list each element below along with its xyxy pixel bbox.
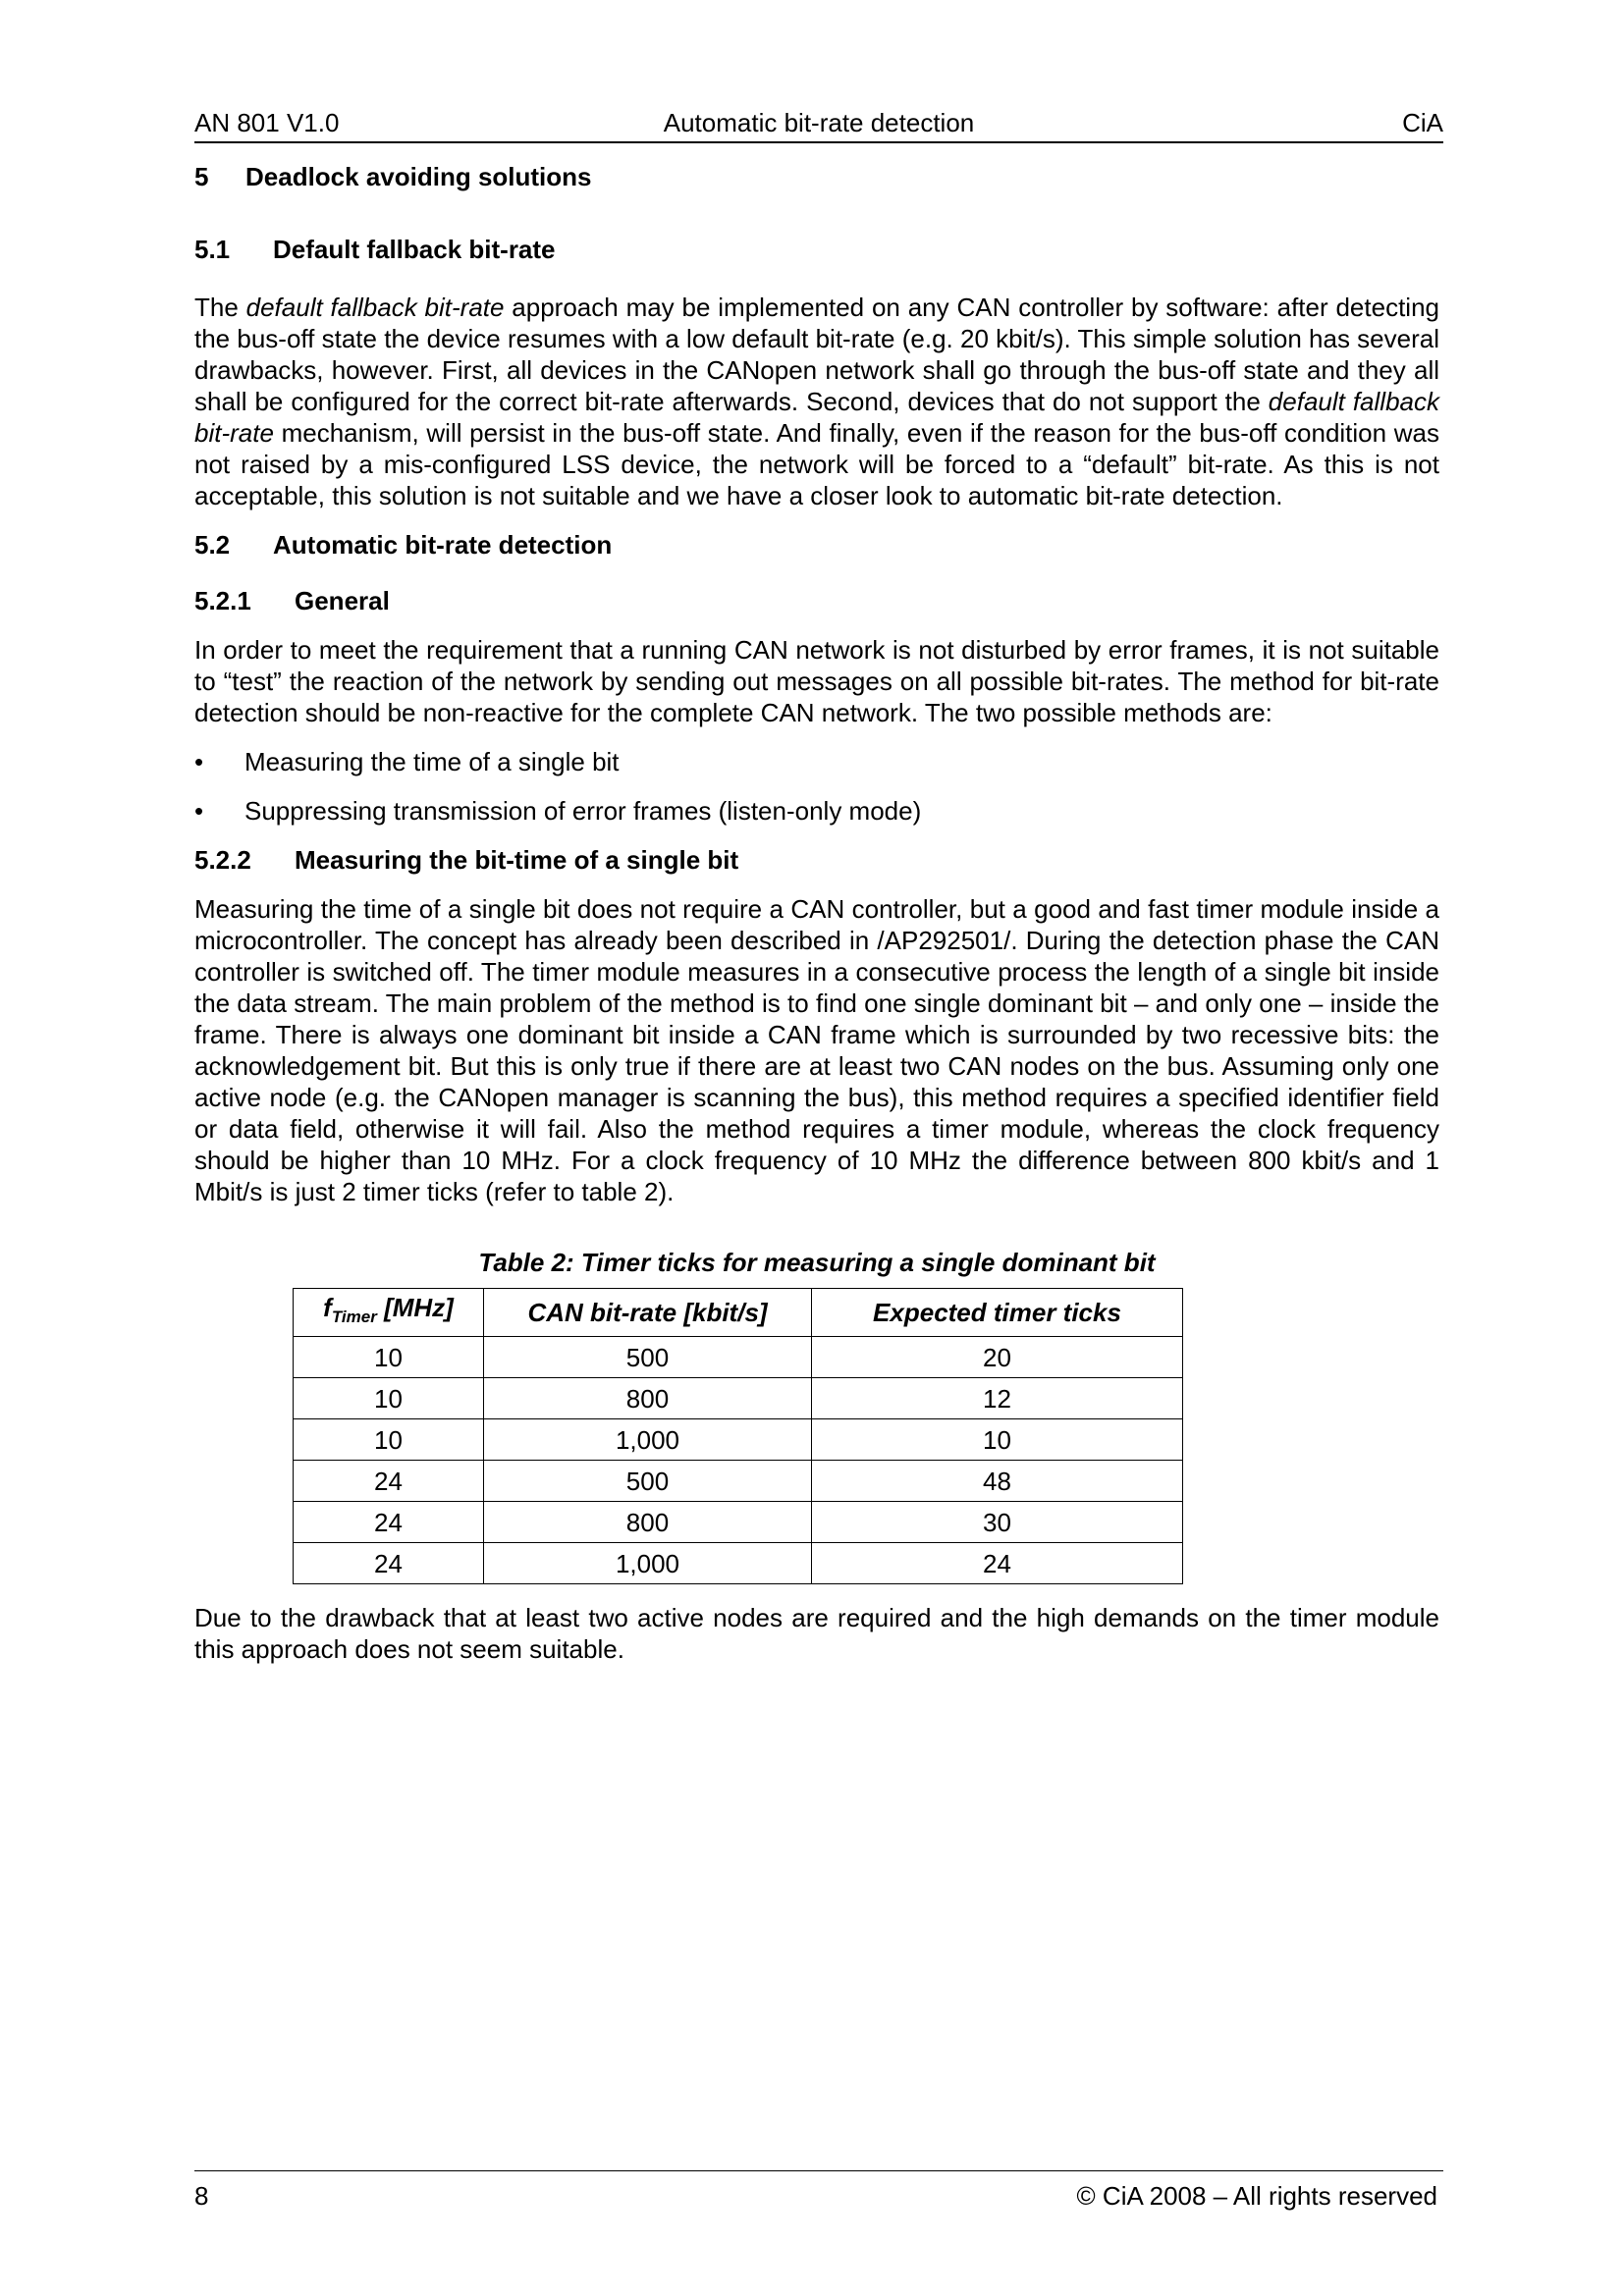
- table-cell: 24: [294, 1502, 484, 1543]
- column-header-f-timer: [294, 1289, 484, 1337]
- header-subscript: Timer: [331, 1308, 377, 1327]
- section-title: General: [295, 586, 390, 615]
- table-cell: 800: [484, 1502, 812, 1543]
- table-cell: 500: [484, 1461, 812, 1502]
- section-title: Deadlock avoiding solutions: [245, 162, 592, 191]
- section-5-2-heading: [194, 529, 1439, 561]
- list-item: [194, 746, 1439, 777]
- page-number: 8: [194, 2181, 209, 2211]
- text-run: mechanism, will persist in the bus-off state. And finally, even if the reason for the bus-off condition was not raised by a mis-configured LSS device, the network will be forced to a “default” bit-rate. As this is not acceptable, this solution is not suitable and we have a closer look to automatic bit-rate detection.: [194, 418, 1439, 510]
- section-title: Measuring the bit-time of a single bit: [295, 845, 739, 875]
- page-body: [194, 161, 1439, 1665]
- table-cell: 10: [812, 1419, 1183, 1461]
- table-caption: Table 2: Timer ticks for measuring a single dominant bit: [478, 1248, 1156, 1277]
- paragraph-conclusion: Due to the drawback that at least two active nodes are required and the high demands on the timer module this approach does not seem suitable.: [194, 1603, 1439, 1664]
- table-cell: 20: [812, 1337, 1183, 1378]
- table-cell: 10: [294, 1378, 484, 1419]
- section-number: 5.2: [194, 530, 231, 560]
- timer-ticks-table: [293, 1288, 1183, 1584]
- text-run: approach may be implemented on any CAN controller by software: after detecting the bus-off state the device resumes with a low default bit-rate (e.g. 20 kbit/s). This simple solution has several drawbacks, however. First, all devices in the CANopen network shall go through the bus-off state and they all shall be configured for the correct bit-rate afterwards. Second, devices that do not support the: [194, 293, 1439, 416]
- bullet-icon: •: [194, 747, 204, 776]
- section-number: 5.1: [194, 235, 231, 264]
- table-cell: 30: [812, 1502, 1183, 1543]
- table-cell: 1,000: [484, 1543, 812, 1584]
- table-row: [294, 1543, 1183, 1584]
- copyright-notice: © CiA 2008 – All rights reserved: [1076, 2181, 1437, 2211]
- section-number: 5.2.1: [194, 586, 251, 615]
- emphasis-text: default fallback bit-rate: [245, 293, 505, 322]
- header-org: CiA: [1402, 108, 1443, 137]
- page-footer: [194, 2170, 1443, 2211]
- section-title: Default fallback bit-rate: [273, 235, 556, 264]
- header-text: f: [323, 1292, 332, 1322]
- table-cell: 10: [294, 1419, 484, 1461]
- paragraph-measuring: Measuring the time of a single bit does not require a CAN controller, but a good and fast timer module inside a microcontroller. The concept has already been described in /AP292501/. During the detection phase the CAN controller is switched off. The timer module measures in a consecutive process the length of a single bit inside the data stream. The main problem of the method is to find one single dominant bit – and only one – inside the frame. There is always one dominant bit inside a CAN frame which is surrounded by two recessive bits: the acknowledgement bit. But this is only true if there are at least two CAN nodes on the bus. Assuming only one active node (e.g. the CANopen manager is scanning the bus), this method requires a specified identifier field or data field, otherwise it will fail. Also the method requires a timer module, whereas the clock frequency should be higher than 10 MHz. For a clock frequency of 10 MHz the difference between 800 kbit/s and 1 Mbit/s is just 2 timer ticks (refer to table 2).: [194, 894, 1439, 1206]
- table-cell: 10: [294, 1337, 484, 1378]
- table-cell: 800: [484, 1378, 812, 1419]
- table-row: [294, 1337, 1183, 1378]
- table-row: [294, 1461, 1183, 1502]
- table-header-row: [294, 1289, 1183, 1337]
- section-number: 5: [194, 162, 209, 191]
- section-number: 5.2.2: [194, 845, 251, 875]
- table-cell: 500: [484, 1337, 812, 1378]
- table-row: [294, 1419, 1183, 1461]
- column-header-bit-rate: CAN bit-rate [kbit/s]: [484, 1289, 812, 1337]
- paragraph-general: In order to meet the requirement that a running CAN network is not disturbed by error frames, it is not suitable to “test” the reaction of the network by sending out messages on all possible bit-rates. The method for bit-rate detection should be non-reactive for the complete CAN network. The two possible methods are:: [194, 635, 1439, 727]
- table-cell: 48: [812, 1461, 1183, 1502]
- section-5-2-2-heading: [194, 844, 1439, 876]
- table-cell: 24: [294, 1543, 484, 1584]
- table-cell: 1,000: [484, 1419, 812, 1461]
- section-5-1-heading: [194, 234, 1439, 265]
- emphasis-text: default fallback bit-rate: [194, 387, 1439, 448]
- paragraph-default-fallback: [194, 292, 1439, 511]
- list-item: [194, 795, 1439, 827]
- column-header-timer-ticks: Expected timer ticks: [812, 1289, 1183, 1337]
- header-title: Automatic bit-rate detection: [663, 108, 975, 137]
- methods-list: [194, 746, 1439, 827]
- section-5-2-1-heading: [194, 585, 1439, 616]
- table-row: [294, 1378, 1183, 1419]
- table-cell: 12: [812, 1378, 1183, 1419]
- section-title: Automatic bit-rate detection: [273, 530, 613, 560]
- list-item-text: Measuring the time of a single bit: [244, 747, 620, 776]
- text-run: The: [194, 293, 246, 322]
- table-cell: 24: [812, 1543, 1183, 1584]
- table-cell: 24: [294, 1461, 484, 1502]
- header-text: [MHz]: [376, 1292, 454, 1322]
- page-header: [194, 104, 1443, 143]
- header-doc-id: AN 801 V1.0: [194, 108, 340, 137]
- list-item-text: Suppressing transmission of error frames (listen-only mode): [244, 796, 922, 826]
- section-5-heading: [194, 161, 1439, 192]
- table-row: [294, 1502, 1183, 1543]
- bullet-icon: •: [194, 796, 204, 826]
